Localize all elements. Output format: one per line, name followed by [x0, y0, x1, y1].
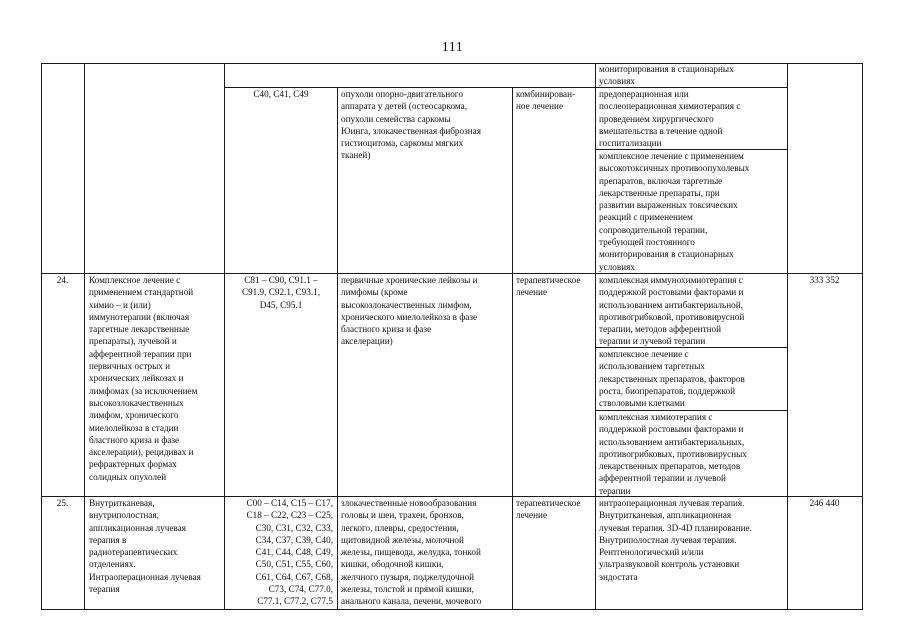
- treatment-type-cell: терапевтическое лечение: [516, 498, 581, 521]
- patient-model-cell: злокачественные новообразования головы и шеи, трахеи, бронхов, легкого, плевры, средостения, щитовидной железы, молочной железы, пищевода, желудка, тонкой кишки, ободочной кишки, желчного пузыря, поджелудочной железы, толстой и прямой кишки, анального канала, печени, мочевого: [341, 498, 482, 607]
- method-cell: комплексная иммунохимиотерапия с поддержкой ростовыми факторами и использованием антибактериальной, противогрибковой, противовирусной терапии, методов афферентной терапии и лучевой терапии: [599, 275, 745, 347]
- diagnosis-codes-cell: C00 – C14, C15 – C17, C18 – C22, C23 – C25, C30, C31, C32, C33, C34, C37, C39, C40, C41, C44, C48, C49, C50, C51, C55, C60, C61, C64, C67, C68, C73, C74, C77.0, C77.1, C77.2, C77.5: [246, 498, 333, 607]
- diagnosis-codes-cell: C40, C41, C49: [253, 89, 309, 99]
- care-type-name-cell: Комплексное лечение с применением стандартной химио – и (или) иммунотерапии (включая таргетные лекарственные препараты), лучевой и афферентной терапии при первичных острых и хронических лейкозах и лимфомах (за исключением высокозлокачественных лимфом, хронического миелолейкоза в стадии бластного криза и фазе акселерации), рецидивах и рефрактерных формах солидных опухолей: [89, 275, 198, 482]
- diagnosis-codes-cell: C81 – C90, C91.1 – C91.9, C92.1, C93.1, D45, C95.1: [241, 275, 321, 310]
- method-cell: мониторирования в стационарных условиях: [599, 64, 734, 87]
- care-type-name-cell: Внутритканевая, внутриполостная, аппликационная лучевая терапия в радиотерапевтических отделениях. Интраоперационная лучевая терапия: [89, 498, 201, 595]
- treatment-type-cell: комбинирован- ное лечение: [516, 89, 576, 112]
- method-cell: комплексное лечение с применением высокотоксичных противоопухолевых препаратов, включая таргетные лекарственные препараты, при развитии выраженных токсических реакций с применением сопроводительной терапии, требующей постоянного мониторирования в стационарных условиях: [599, 151, 750, 272]
- row-number: 25.: [56, 498, 69, 508]
- patient-model-cell: опухоли опорно-двигательного аппарата у детей (остеосаркома, опухоли семейства саркомы Юинга, злокачественная фиброзная гистиоцитома, саркомы мягких тканей): [341, 89, 481, 161]
- method-cell: предоперационная или послеоперационная химиотерапия с проведением хирургического вмешательства в течение одной госпитализации: [599, 89, 741, 149]
- row-number: 24.: [56, 275, 69, 285]
- page-number: 111: [441, 40, 464, 55]
- treatment-type-cell: терапевтическое лечение: [516, 275, 581, 298]
- method-cell: комплексное лечение с использованием таргетных лекарственных препаратов, факторов роста, биопрепаратов, поддержкой стволовыми клетками: [599, 349, 745, 409]
- method-cell: комплексная химиотерапия с поддержкой ростовыми факторами и использованием антибактериальных, противогрибковых, противовирусных лекарственных препаратов, методов афферентной терапии и лучевой терапии: [599, 412, 747, 496]
- method-cell: интраоперационная лучевая терапия. Внутритканевая, аппликационная лучевая терапия. 3D-4D планирование. Внутриполостная лучевая терапия. Рентгенологический и/или ультразвуковой контроль установки эндостата: [599, 498, 752, 582]
- cost-cell: 333 352: [809, 275, 840, 285]
- cost-cell: 246 440: [809, 498, 840, 508]
- patient-model-cell: первичные хронические лейкозы и лимфомы (кроме высокозлокачественных лимфом, хронического миелолейкоза в фазе бластного криза и фазе акселерации): [341, 275, 478, 347]
